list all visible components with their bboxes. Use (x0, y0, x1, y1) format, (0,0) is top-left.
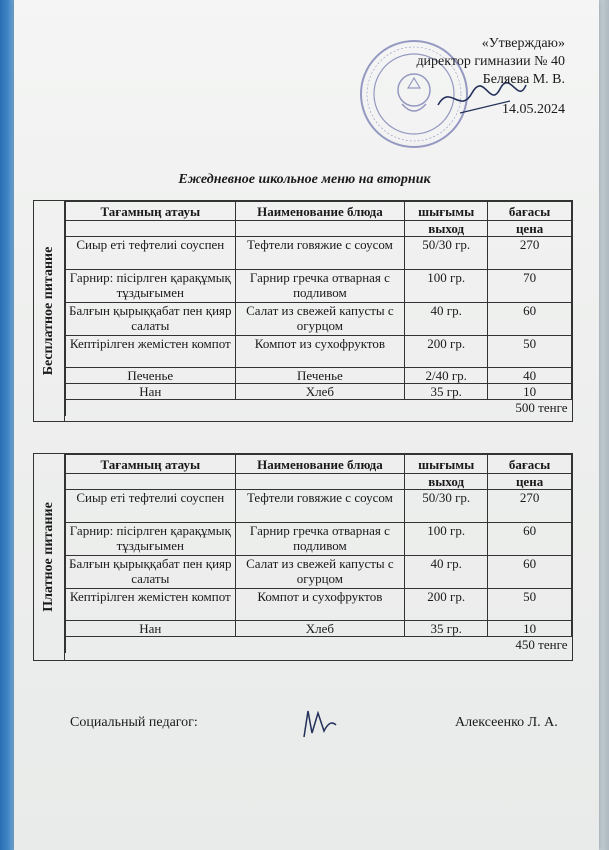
table-header-row (66, 202, 572, 221)
header-price-ru: цена (488, 221, 572, 237)
dish-price: 10 (488, 621, 572, 637)
paid-meal-label: Платное питание (41, 502, 56, 612)
dish-ru: Печенье (235, 368, 405, 384)
dish-ru: Гарнир гречка отварная с подливом (235, 270, 405, 303)
dish-ru: Хлеб (235, 621, 405, 637)
dish-out: 35 гр. (405, 621, 488, 637)
header-kz-name: Тағамның атауы (66, 455, 236, 474)
header-out-kz: шығымы (405, 455, 488, 474)
header-out-ru: выход (405, 221, 488, 237)
footer-name: Алексеенко Л. А. (455, 715, 558, 730)
dish-price: 60 (488, 303, 572, 336)
dish-kz: Сиыр еті тефтелиі соуспен (66, 237, 236, 270)
table-row (66, 368, 572, 384)
dish-ru: Компот из сухофруктов (235, 336, 405, 368)
dish-out: 35 гр. (405, 384, 488, 400)
dish-out: 200 гр. (405, 589, 488, 621)
free-meal-table (65, 201, 572, 416)
free-meal-total: 500 тенге (66, 400, 572, 416)
dish-out: 2/40 гр. (405, 368, 488, 384)
header-price-kz: бағасы (488, 455, 572, 474)
dish-kz: Гарнир: пісірлген қарақұмық тұздығымен (66, 523, 236, 556)
dish-price: 60 (488, 523, 572, 556)
approval-line3: Беляева М. В. (482, 72, 565, 87)
dish-ru: Салат из свежей капусты с огурцом (235, 303, 405, 336)
dish-out: 100 гр. (405, 523, 488, 556)
header-price-ru: цена (488, 474, 572, 490)
table-row (66, 556, 572, 589)
dish-price: 270 (488, 490, 572, 523)
table-row (66, 523, 572, 556)
dish-price: 60 (488, 556, 572, 589)
table-row (66, 237, 572, 270)
header-ru-name: Наименование блюда (235, 202, 405, 221)
table-subheader-row (66, 221, 572, 237)
table-row (66, 490, 572, 523)
dish-price: 40 (488, 368, 572, 384)
dish-kz: Нан (66, 384, 236, 400)
approval-line2: директор гимназии № 40 (416, 54, 565, 69)
paid-meal-table (65, 454, 572, 653)
dish-kz: Гарнир: пісірлген қарақұмық тұздығымен (66, 270, 236, 303)
table-row (66, 621, 572, 637)
dish-ru: Салат из свежей капусты с огурцом (235, 556, 405, 589)
header-empty (235, 474, 405, 490)
dish-price: 50 (488, 589, 572, 621)
header-empty (235, 221, 405, 237)
dish-ru: Компот и сухофруктов (235, 589, 405, 621)
approval-date: 14.05.2024 (502, 102, 565, 117)
dish-out: 100 гр. (405, 270, 488, 303)
dish-ru: Тефтели говяжие с соусом (235, 237, 405, 270)
dish-ru: Гарнир гречка отварная с подливом (235, 523, 405, 556)
dish-ru: Тефтели говяжие с соусом (235, 490, 405, 523)
document-title: Ежедневное школьное меню на вторник (178, 172, 431, 187)
dish-out: 200 гр. (405, 336, 488, 368)
dish-kz: Балғын қырыққабат пен қияр салаты (66, 303, 236, 336)
total-row (66, 637, 572, 653)
dish-out: 40 гр. (405, 303, 488, 336)
approval-block (416, 35, 565, 119)
table-header-row (66, 455, 572, 474)
dish-kz: Нан (66, 621, 236, 637)
free-meal-block (33, 200, 573, 422)
header-out-kz: шығымы (405, 202, 488, 221)
dish-price: 70 (488, 270, 572, 303)
table-row (66, 303, 572, 336)
paid-meal-block (33, 453, 573, 661)
dish-price: 10 (488, 384, 572, 400)
dish-kz: Сиыр еті тефтелиі соуспен (66, 490, 236, 523)
table-row (66, 336, 572, 368)
paid-meal-label-cell (34, 454, 65, 660)
table-row (66, 384, 572, 400)
header-out-ru: выход (405, 474, 488, 490)
paid-meal-total: 450 тенге (66, 637, 572, 653)
dish-ru: Хлеб (235, 384, 405, 400)
dish-price: 270 (488, 237, 572, 270)
footer-role: Социальный педагог: (70, 715, 198, 730)
dish-kz: Печенье (66, 368, 236, 384)
dish-kz: Кептірілген жемістен компот (66, 589, 236, 621)
header-ru-name: Наименование блюда (235, 455, 405, 474)
table-row (66, 270, 572, 303)
free-meal-label-cell (34, 201, 65, 421)
dish-kz: Балғын қырыққабат пен қияр салаты (66, 556, 236, 589)
dish-out: 50/30 гр. (405, 237, 488, 270)
header-kz-name: Тағамның атауы (66, 202, 236, 221)
header-price-kz: бағасы (488, 202, 572, 221)
total-row (66, 400, 572, 416)
header-empty (66, 221, 236, 237)
dish-out: 50/30 гр. (405, 490, 488, 523)
dish-out: 40 гр. (405, 556, 488, 589)
approval-line1: «Утверждаю» (481, 36, 565, 51)
dish-kz: Кептірілген жемістен компот (66, 336, 236, 368)
dish-price: 50 (488, 336, 572, 368)
table-subheader-row (66, 474, 572, 490)
table-row (66, 589, 572, 621)
pedagogue-signature (300, 703, 340, 743)
header-empty (66, 474, 236, 490)
free-meal-label: Бесплатное питание (41, 246, 56, 376)
